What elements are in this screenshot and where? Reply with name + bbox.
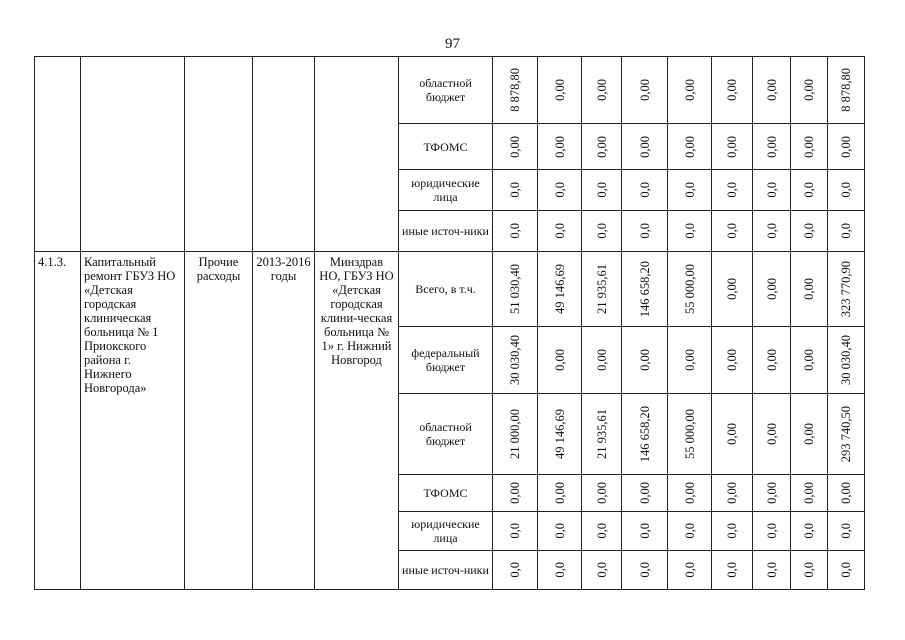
value-cell: [668, 327, 712, 394]
value-text: 0,0: [508, 562, 522, 578]
funding-source: областной бюджет: [399, 394, 493, 475]
value-text: 0,00: [764, 79, 779, 101]
value-cell: [712, 211, 753, 252]
value-cell: [791, 170, 828, 211]
value-text: 0,00: [725, 482, 739, 504]
value-text: 55 000,00: [682, 409, 697, 459]
value-cell: [582, 327, 622, 394]
value-text: 0,0: [802, 562, 816, 578]
item-name: Капитальный ремонт ГБУЗ НО «Детская городская клиническая больница № 1 Приокского района г. Нижнего Новгорода»: [81, 252, 185, 590]
value-text: 0,0: [552, 223, 567, 239]
value-cell: [668, 252, 712, 327]
value-text: 0,0: [637, 223, 652, 239]
value-cell: [538, 551, 582, 590]
value-cell: [538, 124, 582, 170]
value-cell: [493, 124, 538, 170]
value-text: 0,0: [682, 182, 697, 198]
value-text: 49 146,69: [552, 409, 567, 459]
table-row: [35, 57, 865, 124]
value-text: 0,0: [594, 523, 609, 539]
value-text: 0,00: [552, 349, 567, 371]
value-cell: [622, 551, 668, 590]
value-text: 55 000,00: [682, 264, 697, 314]
value-text: 8 878,80: [839, 68, 853, 112]
blank-cell: [35, 57, 81, 252]
value-cell: [753, 512, 791, 551]
value-text: 0,00: [839, 482, 853, 504]
value-text: 0,00: [594, 135, 609, 158]
value-cell: [791, 124, 828, 170]
value-cell: [753, 211, 791, 252]
value-text: 0,00: [764, 423, 779, 445]
value-cell: [668, 475, 712, 512]
funding-source: иные источ-ники: [399, 551, 493, 590]
value-cell: [828, 394, 865, 475]
value-text: 0,00: [725, 423, 739, 445]
funding-source: областной бюджет: [399, 57, 493, 124]
value-text: 0,00: [508, 482, 522, 504]
value-cell: [668, 57, 712, 124]
funding-source: ТФОМС: [399, 124, 493, 170]
value-cell: [668, 394, 712, 475]
funding-source: юридические лица: [399, 512, 493, 551]
value-text: 0,00: [637, 79, 652, 101]
value-text: 323 770,90: [839, 260, 853, 318]
value-text: 0,00: [725, 349, 739, 371]
value-text: 0,0: [552, 562, 567, 578]
value-cell: [712, 57, 753, 124]
value-cell: [622, 475, 668, 512]
value-cell: [828, 170, 865, 211]
value-text: 0,00: [839, 135, 853, 158]
value-cell: [712, 327, 753, 394]
value-cell: [791, 252, 828, 327]
value-cell: [538, 57, 582, 124]
value-cell: [753, 170, 791, 211]
value-cell: [712, 170, 753, 211]
value-text: 0,0: [725, 562, 739, 578]
value-cell: [828, 551, 865, 590]
value-text: 21 000,00: [508, 409, 522, 459]
value-cell: [582, 57, 622, 124]
page-number: 97: [445, 36, 460, 52]
value-text: 0,00: [725, 79, 739, 101]
funding-source: иные источ-ники: [399, 211, 493, 252]
value-cell: [753, 475, 791, 512]
value-text: 0,0: [552, 182, 567, 198]
value-cell: [493, 327, 538, 394]
value-cell: [538, 252, 582, 327]
value-text: 0,00: [594, 79, 609, 101]
value-cell: [622, 252, 668, 327]
value-text: 0,00: [552, 482, 567, 504]
value-cell: [622, 211, 668, 252]
value-text: 0,00: [508, 135, 522, 158]
value-cell: [668, 124, 712, 170]
value-text: 0,00: [725, 278, 739, 300]
blank-cell: [81, 57, 185, 252]
funding-source: Всего, в т.ч.: [399, 252, 493, 327]
funding-source: ТФОМС: [399, 475, 493, 512]
value-text: 0,00: [802, 278, 816, 300]
value-cell: [622, 57, 668, 124]
value-text: 0,00: [552, 79, 567, 101]
value-cell: [538, 327, 582, 394]
value-cell: [753, 551, 791, 590]
value-text: 8 878,80: [508, 68, 522, 112]
value-text: 0,0: [839, 562, 853, 578]
value-text: 0,0: [508, 223, 522, 239]
value-cell: [622, 124, 668, 170]
value-text: 0,00: [802, 79, 816, 101]
value-cell: [828, 475, 865, 512]
value-cell: [712, 252, 753, 327]
value-cell: [828, 327, 865, 394]
blank-cell: [253, 57, 315, 252]
value-cell: [582, 170, 622, 211]
value-cell: [493, 211, 538, 252]
value-cell: [712, 512, 753, 551]
value-cell: [712, 124, 753, 170]
value-text: 0,00: [764, 135, 779, 158]
item-executor: Минздрав НО, ГБУЗ НО «Детская городская клини-ческая больница № 1» г. Нижний Новгород: [315, 252, 399, 590]
budget-table: [34, 56, 865, 590]
value-text: 21 935,61: [594, 264, 609, 314]
table-row: [35, 252, 865, 327]
value-cell: [582, 124, 622, 170]
value-cell: [622, 394, 668, 475]
value-text: 0,0: [594, 562, 609, 578]
value-text: 30 030,40: [839, 335, 853, 385]
value-text: 0,0: [594, 223, 609, 239]
value-cell: [753, 124, 791, 170]
value-cell: [828, 124, 865, 170]
value-text: 0,0: [682, 562, 697, 578]
item-type: Прочие расходы: [185, 252, 253, 590]
value-cell: [791, 57, 828, 124]
value-cell: [712, 551, 753, 590]
value-text: 146 658,20: [637, 405, 652, 463]
value-text: 0,0: [839, 182, 853, 198]
value-cell: [791, 327, 828, 394]
value-text: 0,00: [682, 349, 697, 371]
value-text: 0,00: [637, 482, 652, 504]
value-cell: [791, 394, 828, 475]
value-text: 0,0: [764, 562, 779, 578]
value-cell: [582, 394, 622, 475]
funding-source: юридические лица: [399, 170, 493, 211]
value-text: 0,00: [594, 349, 609, 371]
value-cell: [791, 512, 828, 551]
value-cell: [753, 327, 791, 394]
value-text: 0,0: [637, 182, 652, 198]
value-cell: [668, 512, 712, 551]
value-text: 0,0: [764, 523, 779, 539]
value-text: 0,0: [725, 223, 739, 239]
value-cell: [493, 57, 538, 124]
value-cell: [493, 475, 538, 512]
blank-cell: [315, 57, 399, 252]
value-text: 0,00: [637, 349, 652, 371]
value-text: 0,00: [552, 135, 567, 158]
value-text: 0,00: [682, 135, 697, 158]
item-code: 4.1.3.: [35, 252, 81, 590]
value-cell: [791, 211, 828, 252]
value-text: 0,0: [764, 182, 779, 198]
value-cell: [493, 170, 538, 211]
value-text: 0,0: [725, 182, 739, 198]
value-text: 0,0: [802, 223, 816, 239]
value-cell: [753, 57, 791, 124]
funding-source: федеральный бюджет: [399, 327, 493, 394]
value-cell: [828, 211, 865, 252]
value-cell: [712, 475, 753, 512]
value-cell: [668, 170, 712, 211]
value-cell: [791, 475, 828, 512]
value-text: 0,00: [682, 79, 697, 101]
value-cell: [828, 512, 865, 551]
value-cell: [582, 475, 622, 512]
value-text: 0,0: [839, 223, 853, 239]
value-cell: [668, 211, 712, 252]
value-cell: [582, 252, 622, 327]
value-text: 49 146,69: [552, 264, 567, 314]
value-text: 0,0: [802, 523, 816, 539]
value-text: 0,0: [552, 523, 567, 539]
value-text: 30 030,40: [508, 335, 522, 385]
value-text: 0,00: [637, 135, 652, 158]
value-cell: [668, 551, 712, 590]
value-cell: [493, 252, 538, 327]
value-text: 0,0: [637, 523, 652, 539]
value-text: 0,00: [764, 349, 779, 371]
value-cell: [582, 211, 622, 252]
value-cell: [791, 551, 828, 590]
value-text: 0,00: [725, 135, 739, 158]
value-cell: [582, 551, 622, 590]
value-text: 0,0: [682, 223, 697, 239]
value-cell: [582, 512, 622, 551]
value-cell: [538, 475, 582, 512]
value-text: 0,00: [802, 482, 816, 504]
value-cell: [712, 394, 753, 475]
value-cell: [538, 211, 582, 252]
value-cell: [753, 252, 791, 327]
value-cell: [493, 394, 538, 475]
value-cell: [622, 327, 668, 394]
value-text: 0,00: [764, 278, 779, 300]
value-text: 21 935,61: [594, 409, 609, 459]
value-text: 0,0: [594, 182, 609, 198]
value-text: 0,0: [682, 523, 697, 539]
value-cell: [538, 512, 582, 551]
value-text: 0,00: [594, 482, 609, 504]
value-text: 0,00: [764, 482, 779, 504]
value-cell: [538, 170, 582, 211]
value-text: 0,0: [802, 182, 816, 198]
value-cell: [828, 252, 865, 327]
value-text: 0,0: [725, 523, 739, 539]
value-text: 0,0: [764, 223, 779, 239]
item-years: 2013-2016 годы: [253, 252, 315, 590]
blank-cell: [185, 57, 253, 252]
value-cell: [622, 170, 668, 211]
value-text: 0,00: [682, 482, 697, 504]
value-text: 0,0: [508, 523, 522, 539]
value-cell: [538, 394, 582, 475]
value-text: 0,0: [508, 182, 522, 198]
value-text: 0,00: [802, 423, 816, 445]
value-cell: [493, 551, 538, 590]
value-cell: [622, 512, 668, 551]
value-text: 0,0: [637, 562, 652, 578]
value-cell: [753, 394, 791, 475]
value-text: 0,00: [802, 349, 816, 371]
value-text: 293 740,50: [839, 405, 853, 463]
value-text: 146 658,20: [637, 260, 652, 318]
value-cell: [493, 512, 538, 551]
value-cell: [828, 57, 865, 124]
value-text: 0,00: [802, 135, 816, 158]
value-text: 51 030,40: [508, 264, 522, 314]
value-text: 0,0: [839, 523, 853, 539]
